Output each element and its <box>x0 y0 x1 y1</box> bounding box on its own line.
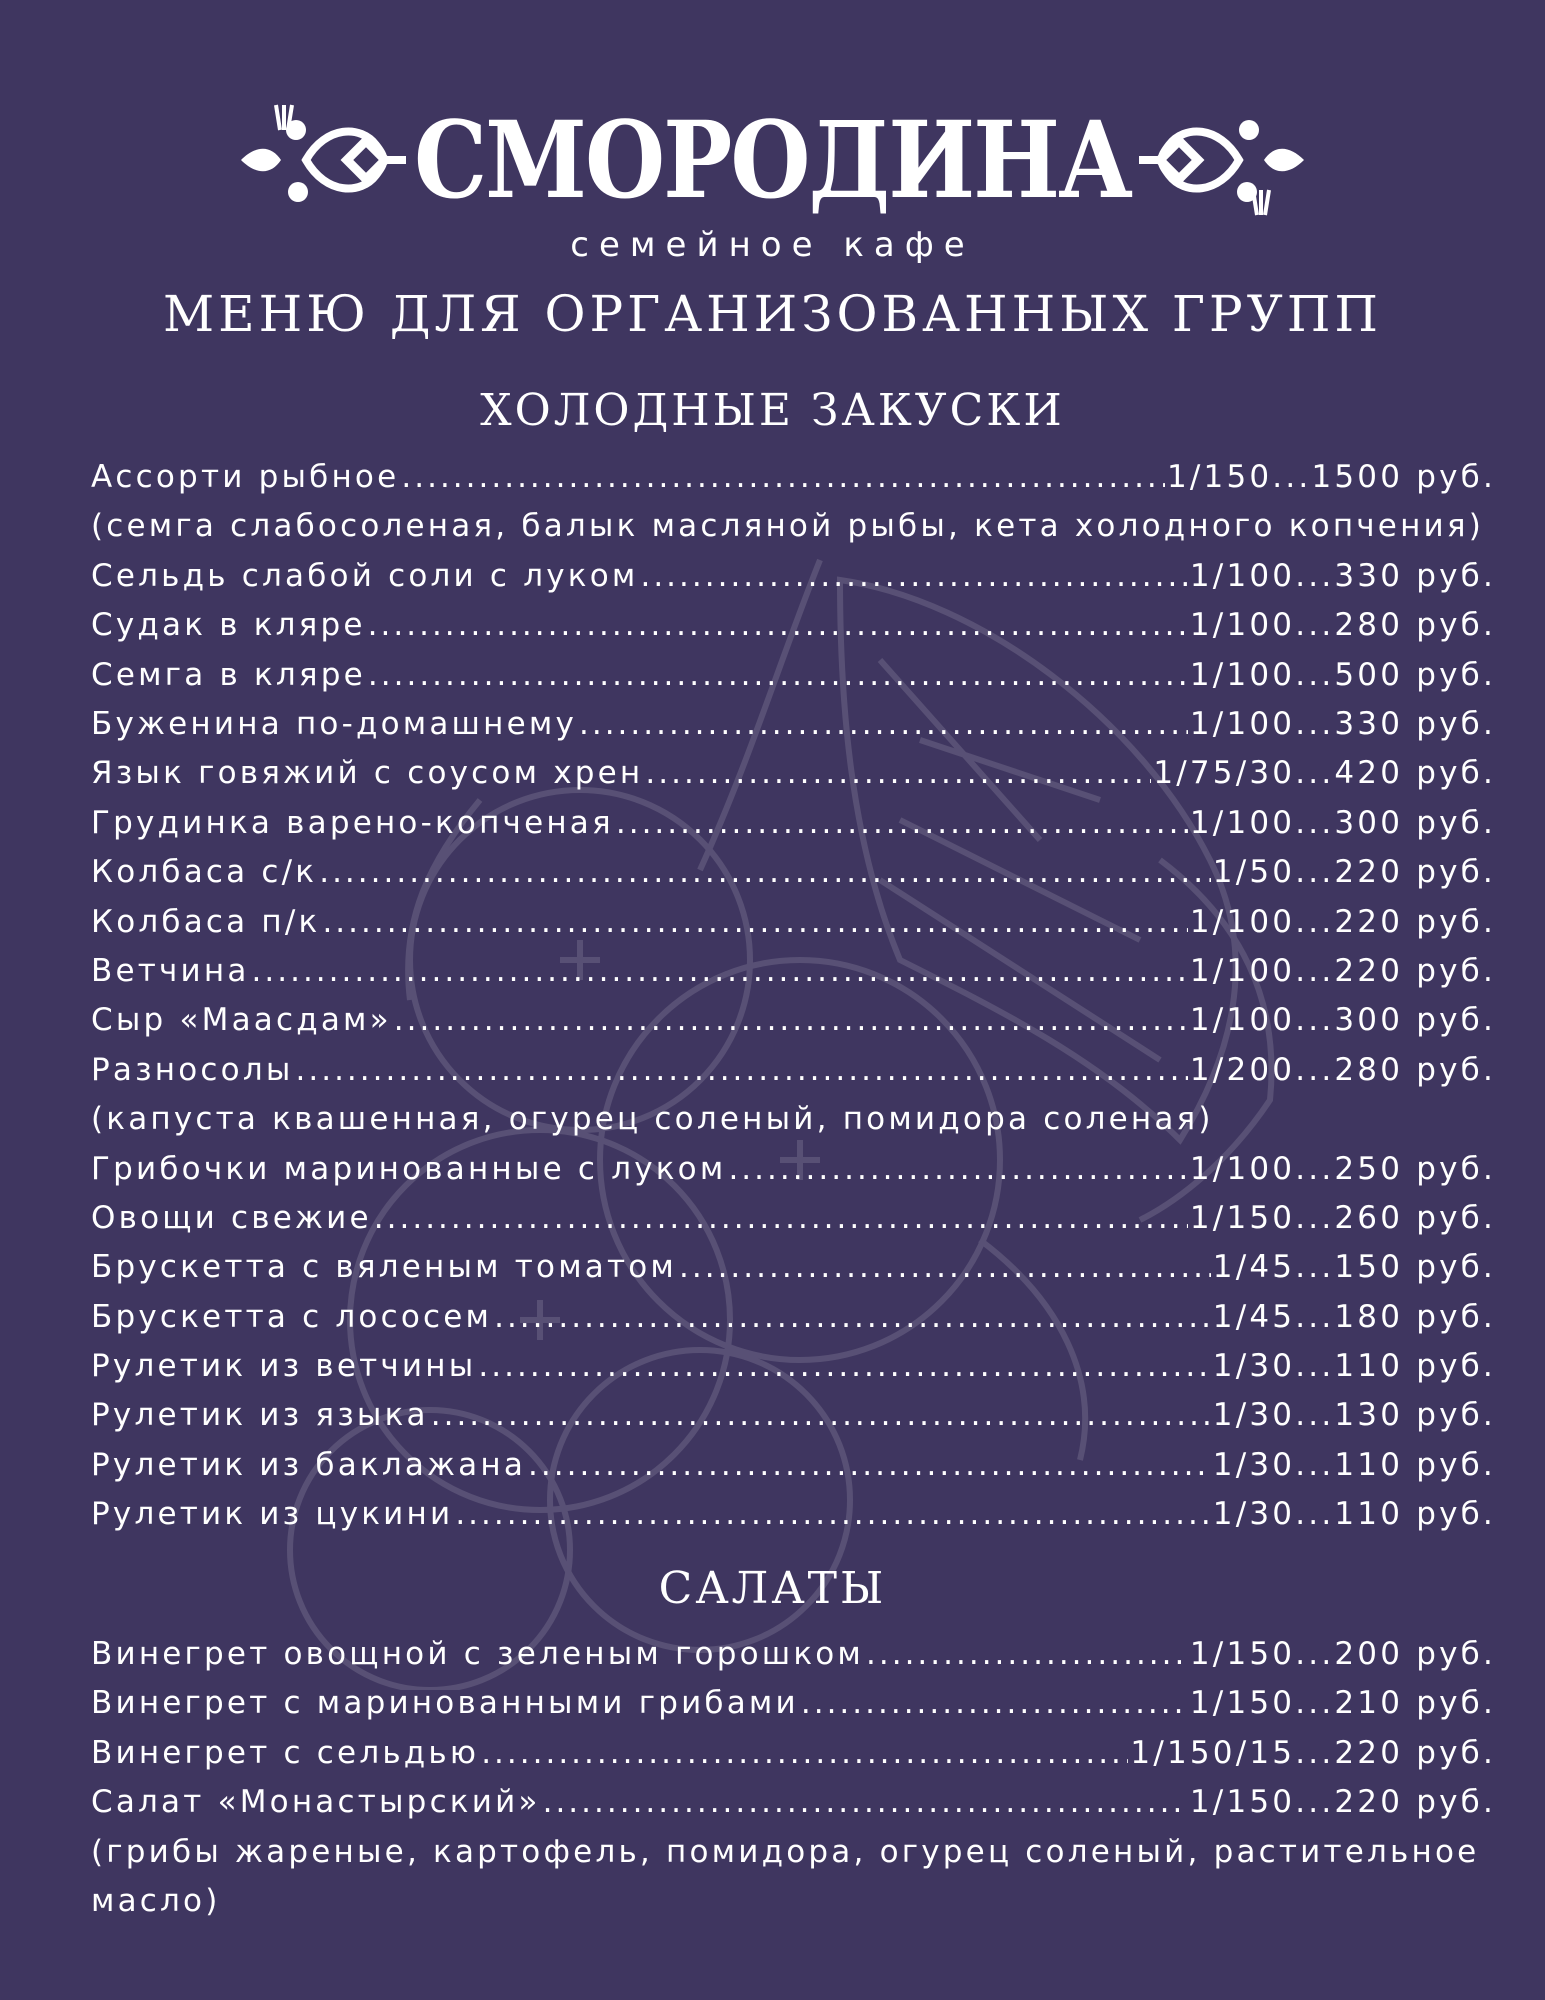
menu-item-price: 1/45...180 руб. <box>1212 1298 1496 1335</box>
menu-item-note: (семга слабосоленая, балык масляной рыбы, кета холодного копчения) <box>91 508 1485 545</box>
menu-item-name: Овощи свежие <box>91 1199 372 1236</box>
dot-leader <box>866 1630 1188 1679</box>
menu-item-name: Рулетик из языка <box>91 1397 429 1434</box>
dot-leader <box>728 1145 1187 1194</box>
dot-leader <box>374 1194 1188 1243</box>
menu-item-price: 1/100...280 руб. <box>1189 607 1496 644</box>
dot-leader <box>431 1391 1211 1440</box>
menu-item <box>91 1679 1496 1728</box>
menu-item-price: 1/100...250 руб. <box>1189 1150 1496 1187</box>
menu-item-name: Грибочки маринованные с луком <box>91 1150 727 1187</box>
menu-item-name: Колбаса п/к <box>91 903 321 940</box>
menu-item <box>91 1729 1496 1778</box>
menu-item <box>91 552 1496 601</box>
menu-item <box>91 601 1496 650</box>
menu-item <box>91 898 1496 947</box>
menu-item-name: Салат «Монастырский» <box>91 1784 541 1821</box>
menu-item <box>91 1441 1496 1490</box>
menu-item-name: Грудинка варено-копченая <box>91 804 614 841</box>
menu-item <box>91 1778 1496 1827</box>
section-heading-salads: САЛАТЫ <box>658 1563 887 1614</box>
menu-item-name: Ветчина <box>91 952 250 989</box>
menu-item-name: Буженина по-домашнему <box>91 705 577 742</box>
menu-item <box>91 453 1496 502</box>
dot-leader <box>494 1293 1211 1342</box>
menu-item-price: 1/30...110 руб. <box>1212 1348 1496 1385</box>
menu-item-name: Семга в кляре <box>91 656 366 693</box>
dot-leader <box>252 947 1188 996</box>
menu-item-name: Винегрет с маринованными грибами <box>91 1685 799 1722</box>
menu-item-price: 1/150/15...220 руб. <box>1130 1734 1496 1771</box>
menu-item-price: 1/100...220 руб. <box>1189 903 1496 940</box>
dot-leader <box>616 799 1188 848</box>
menu-item <box>91 749 1496 798</box>
dot-leader <box>528 1441 1211 1490</box>
menu-item-price: 1/100...300 руб. <box>1189 1002 1496 1039</box>
dot-leader <box>579 700 1188 749</box>
menu-item-price: 1/100...220 руб. <box>1189 952 1496 989</box>
menu-item-name: Колбаса с/к <box>91 854 318 891</box>
menu-item <box>91 799 1496 848</box>
menu-item <box>91 651 1496 700</box>
dot-leader <box>368 651 1188 700</box>
menu-item-price: 1/150...210 руб. <box>1189 1685 1496 1722</box>
menu-item <box>91 1490 1496 1539</box>
logo-title: СМОРОДИНА <box>413 97 1132 223</box>
menu-item <box>91 1391 1496 1440</box>
menu-item-price: 1/100...300 руб. <box>1189 804 1496 841</box>
dot-leader <box>401 453 1165 502</box>
menu-item-name: Брускетта с вяленым томатом <box>91 1249 678 1286</box>
section-heading-cold: ХОЛОДНЫЕ ЗАКУСКИ <box>480 385 1065 436</box>
right-ornament-icon <box>1139 100 1309 220</box>
menu-item-price: 1/100...500 руб. <box>1189 656 1496 693</box>
menu-item-name: Ассорти рыбное <box>91 459 400 495</box>
menu-item <box>91 848 1496 897</box>
menu-item-price: 1/30...130 руб. <box>1212 1397 1496 1434</box>
menu-item-name: Винегрет овощной с зеленым горошком <box>91 1636 865 1672</box>
menu-item-price: 1/30...110 руб. <box>1212 1496 1496 1533</box>
dot-leader <box>455 1490 1210 1539</box>
dot-leader <box>481 1729 1128 1778</box>
menu-item-price: 1/200...280 руб. <box>1189 1051 1496 1088</box>
menu-item-price: 1/150...260 руб. <box>1189 1199 1496 1236</box>
dot-leader <box>543 1778 1188 1827</box>
menu-item <box>91 1342 1496 1391</box>
menu-item-name: Судак в кляре <box>91 607 366 644</box>
left-ornament-icon <box>236 100 406 220</box>
menu-item-price: 1/45...150 руб. <box>1212 1249 1496 1286</box>
menu-item <box>91 1194 1496 1243</box>
menu-item <box>91 996 1496 1045</box>
menu-item <box>91 700 1496 749</box>
menu-item-name: Сыр «Маасдам» <box>91 1002 392 1039</box>
dot-leader <box>368 601 1188 650</box>
menu-item <box>91 1046 1496 1095</box>
menu-item-price: 1/150...1500 руб. <box>1166 459 1496 495</box>
menu-item-name: Разносолы <box>91 1051 294 1088</box>
menu-item-name: Рулетик из баклажана <box>91 1446 527 1483</box>
logo <box>0 95 1545 225</box>
page-title: МЕНЮ ДЛЯ ОРГАНИЗОВАННЫХ ГРУПП <box>162 285 1383 343</box>
menu-item <box>91 947 1496 996</box>
menu-item-name: Язык говяжий с соусом хрен <box>91 755 644 792</box>
menu-item-note: (грибы жареные, картофель, помидора, огурец соленый, растительное масло) <box>91 1833 1480 1919</box>
cold-appetizers-list <box>91 453 1496 1540</box>
menu-item-price: 1/30...110 руб. <box>1212 1446 1496 1483</box>
salads-list <box>91 1630 1496 1926</box>
dot-leader <box>322 898 1187 947</box>
menu-item <box>91 1243 1496 1292</box>
menu-item-name: Винегрет с сельдью <box>91 1734 480 1771</box>
menu-item <box>91 1293 1496 1342</box>
menu-item-name: Рулетик из цукини <box>91 1496 454 1533</box>
menu-item-price: 1/75/30...420 руб. <box>1153 755 1496 792</box>
dot-leader <box>394 996 1188 1045</box>
menu-item-price: 1/150...200 руб. <box>1189 1636 1496 1672</box>
header <box>0 95 1545 265</box>
menu-item-price: 1/100...330 руб. <box>1189 705 1496 742</box>
menu-item-price: 1/150...220 руб. <box>1189 1784 1496 1821</box>
dot-leader <box>296 1046 1188 1095</box>
menu-item-price: 1/100...330 руб. <box>1189 557 1496 594</box>
dot-leader <box>478 1342 1210 1391</box>
menu-item-price: 1/50...220 руб. <box>1212 854 1496 891</box>
menu-item-name: Рулетик из ветчины <box>91 1348 477 1385</box>
dot-leader <box>319 848 1211 897</box>
menu-item <box>91 1145 1496 1194</box>
logo-subtitle: семейное кафе <box>570 225 975 265</box>
menu-item-name: Брускетта с лососем <box>91 1298 493 1335</box>
dot-leader <box>801 1679 1188 1728</box>
menu-item-name: Сельдь слабой соли с луком <box>91 557 639 594</box>
dot-leader <box>679 1243 1211 1292</box>
menu-item <box>91 1630 1496 1679</box>
dot-leader <box>645 749 1151 798</box>
dot-leader <box>640 552 1187 601</box>
menu-item-note: (капуста квашенная, огурец соленый, помидора соленая) <box>91 1101 1214 1138</box>
